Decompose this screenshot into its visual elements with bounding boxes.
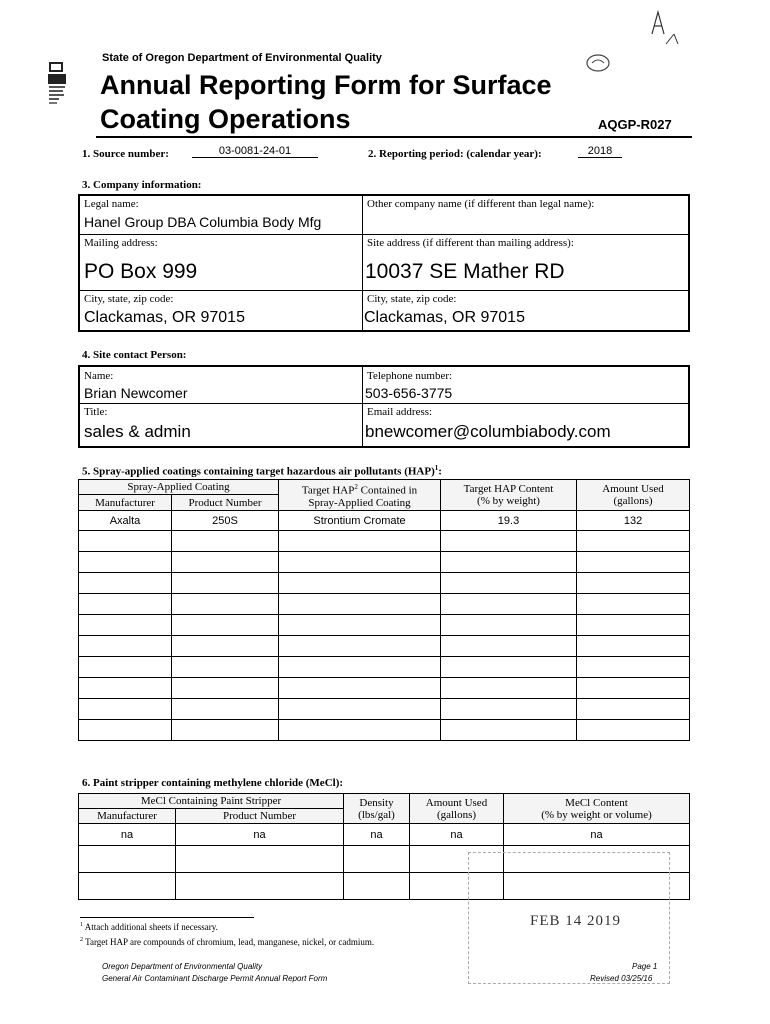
spray-coatings-cell[interactable] xyxy=(79,573,172,594)
spray-coatings-row xyxy=(79,531,690,552)
mailing-address-label: Mailing address: xyxy=(84,237,158,249)
spray-coatings-row xyxy=(79,720,690,741)
spray-coatings-cell[interactable] xyxy=(79,531,172,552)
spray-coatings-cell[interactable] xyxy=(279,552,441,573)
spray-coatings-cell[interactable] xyxy=(79,552,172,573)
site-address-value[interactable]: 10037 SE Mather RD xyxy=(365,260,565,283)
spray-coatings-cell[interactable] xyxy=(172,573,279,594)
spray-coatings-cell[interactable] xyxy=(441,636,577,657)
mecl-amount-header-l1: Amount Used xyxy=(425,796,488,809)
footnote-2 xyxy=(80,937,374,947)
spray-coatings-cell[interactable] xyxy=(279,720,441,741)
paint-stripper-cell[interactable] xyxy=(176,846,344,873)
spray-coatings-cell[interactable] xyxy=(441,657,577,678)
spray-coatings-cell[interactable] xyxy=(441,699,577,720)
spray-coatings-cell[interactable] xyxy=(172,678,279,699)
handwritten-initials xyxy=(644,4,684,48)
spray-coatings-row xyxy=(79,552,690,573)
company-divider-v xyxy=(362,196,363,330)
spray-coatings-row xyxy=(79,511,690,531)
footer-form-name: General Air Contaminant Discharge Permit Annual Report Form xyxy=(102,974,328,983)
spray-coatings-cell[interactable] xyxy=(577,699,690,720)
contact-title-value[interactable]: sales & admin xyxy=(84,422,191,441)
mecl-content-header xyxy=(504,794,690,824)
amount-used-header-l1: Amount Used xyxy=(602,483,664,495)
spray-coatings-cell[interactable] xyxy=(441,573,577,594)
mecl-content-header-l1: MeCl Content xyxy=(565,796,628,809)
footnote-2-text: Target HAP are compounds of chromium, lead, manganese, nickel, or cadmium. xyxy=(83,937,375,947)
mecl-content-header-l2: (% by weight or volume) xyxy=(541,808,652,821)
hap-content-header xyxy=(441,480,577,511)
paint-stripper-heading: 6. Paint stripper containing methylene chloride (MeCl): xyxy=(82,777,344,789)
spray-coatings-cell[interactable] xyxy=(172,615,279,636)
spray-coatings-heading-colon: : xyxy=(438,465,442,478)
hap-content-header-l1: Target HAP Content xyxy=(463,483,554,495)
city-state-zip-right[interactable]: Clackamas, OR 97015 xyxy=(364,309,525,326)
received-stamp-date: FEB 14 2019 xyxy=(530,913,622,929)
spray-coatings-cell[interactable] xyxy=(279,636,441,657)
spray-coatings-cell[interactable] xyxy=(577,573,690,594)
spray-coatings-cell[interactable]: Axalta xyxy=(79,511,172,531)
footnote-1-text: Attach additional sheets if necessary. xyxy=(83,922,218,932)
hap-content-header-l2: (% by weight) xyxy=(477,495,540,507)
spray-coatings-heading-text: 5. Spray-applied coatings containing target hazardous air pollutants (HAP) xyxy=(82,465,435,478)
spray-coatings-cell[interactable] xyxy=(279,615,441,636)
paint-stripper-cell[interactable] xyxy=(79,846,176,873)
spray-coatings-cell[interactable] xyxy=(577,552,690,573)
density-header xyxy=(344,794,410,824)
form-title-line1: Annual Reporting Form for Surface xyxy=(100,70,552,100)
email-value[interactable]: bnewcomer@columbiabody.com xyxy=(365,422,611,441)
footnote-1 xyxy=(80,922,218,932)
footnote-ref-2: 2 xyxy=(354,483,358,492)
target-hap-header-l2: Spray-Applied Coating xyxy=(308,496,411,509)
contact-name-label: Name: xyxy=(84,370,114,382)
footnote-2-num: 2 xyxy=(80,937,83,943)
site-contact-heading: 4. Site contact Person: xyxy=(82,349,187,361)
spray-coatings-cell[interactable] xyxy=(441,615,577,636)
footnote-1-num: 1 xyxy=(80,922,83,928)
footer-page: Page 1 xyxy=(632,962,658,971)
spray-coatings-cell[interactable] xyxy=(172,552,279,573)
spray-applied-coating-header: Spray-Applied Coating xyxy=(79,480,279,495)
company-divider-h1 xyxy=(80,234,688,235)
spray-coatings-cell[interactable] xyxy=(79,699,172,720)
spray-coatings-row xyxy=(79,573,690,594)
company-divider-h2 xyxy=(80,290,688,291)
density-header-l2: (lbs/gal) xyxy=(358,808,395,821)
source-number-label: 1. Source number: xyxy=(82,148,169,160)
spray-coatings-heading xyxy=(82,464,442,478)
spray-coatings-cell[interactable] xyxy=(441,594,577,615)
manufacturer-header: Manufacturer xyxy=(79,495,172,511)
other-name-label: Other company name (if different than legal name): xyxy=(367,198,595,210)
company-info-box xyxy=(78,194,690,332)
paint-stripper-row xyxy=(79,824,690,846)
email-label: Email address: xyxy=(367,406,433,418)
target-hap-header-l1: Target HAP xyxy=(301,484,355,497)
spray-coatings-row xyxy=(79,678,690,699)
spray-coatings-cell[interactable] xyxy=(441,531,577,552)
legal-name-value[interactable]: Hanel Group DBA Columbia Body Mfg xyxy=(84,214,322,230)
footnote-rule xyxy=(80,917,254,918)
spray-coatings-cell[interactable] xyxy=(172,699,279,720)
agency-name: State of Oregon Department of Environmental Quality xyxy=(102,52,382,64)
spray-coatings-cell[interactable] xyxy=(577,678,690,699)
contact-name-value[interactable]: Brian Newcomer xyxy=(84,385,188,401)
spray-coatings-table xyxy=(78,479,690,741)
spray-coatings-cell[interactable]: 132 xyxy=(577,511,690,531)
paint-stripper-cell[interactable] xyxy=(176,873,344,900)
footer-revised: Revised 03/25/16 xyxy=(590,974,653,983)
header-rule xyxy=(96,136,692,138)
spray-coatings-cell[interactable] xyxy=(79,615,172,636)
deq-logo xyxy=(47,62,67,108)
spray-coatings-row xyxy=(79,615,690,636)
paint-stripper-cell[interactable]: na xyxy=(504,824,690,846)
spray-coatings-cell[interactable] xyxy=(79,678,172,699)
spray-coatings-cell[interactable] xyxy=(441,720,577,741)
product-number-header: Product Number xyxy=(172,495,279,511)
paint-stripper-cell[interactable] xyxy=(344,846,410,873)
spray-coatings-cell[interactable] xyxy=(279,531,441,552)
stamp-seal-mark xyxy=(584,52,612,74)
paint-stripper-cell[interactable] xyxy=(344,873,410,900)
mecl-stripper-header: MeCl Containing Paint Stripper xyxy=(79,794,344,809)
mecl-product-header: Product Number xyxy=(176,809,344,824)
spray-coatings-row xyxy=(79,636,690,657)
spray-coatings-cell[interactable] xyxy=(172,636,279,657)
spray-coatings-cell[interactable]: 250S xyxy=(172,511,279,531)
paint-stripper-cell[interactable]: na xyxy=(79,824,176,846)
density-header-l1: Density xyxy=(359,796,394,809)
contact-divider-v xyxy=(362,367,363,446)
spray-coatings-cell[interactable] xyxy=(172,657,279,678)
spray-coatings-row xyxy=(79,699,690,720)
paint-stripper-cell[interactable]: na xyxy=(410,824,504,846)
form-title-line2: Coating Operations xyxy=(100,104,351,134)
paint-stripper-cell[interactable]: na xyxy=(176,824,344,846)
spray-coatings-cell[interactable] xyxy=(172,594,279,615)
spray-coatings-cell[interactable] xyxy=(79,636,172,657)
telephone-label: Telephone number: xyxy=(367,370,453,382)
reporting-period-label: 2. Reporting period: (calendar year): xyxy=(368,148,542,160)
legal-name-label: Legal name: xyxy=(84,198,139,210)
footnote-ref-1: 1 xyxy=(434,464,439,472)
spray-coatings-cell[interactable] xyxy=(79,720,172,741)
site-address-label: Site address (if different than mailing address): xyxy=(367,237,574,249)
spray-coatings-cell[interactable] xyxy=(577,531,690,552)
spray-coatings-cell[interactable] xyxy=(441,678,577,699)
site-contact-box xyxy=(78,365,690,448)
amount-used-header-l2: (gallons) xyxy=(613,495,653,507)
source-number-field[interactable]: 03-0081-24-01 xyxy=(192,145,318,158)
telephone-value[interactable]: 503-656-3775 xyxy=(365,385,453,401)
spray-coatings-cell[interactable] xyxy=(279,699,441,720)
spray-coatings-cell[interactable]: Strontium Cromate xyxy=(279,511,441,531)
spray-coatings-cell[interactable] xyxy=(279,678,441,699)
reporting-period-field[interactable]: 2018 xyxy=(578,145,622,158)
spray-coatings-cell[interactable] xyxy=(577,720,690,741)
company-info-heading: 3. Company information: xyxy=(82,179,202,191)
spray-coatings-cell[interactable] xyxy=(79,594,172,615)
spray-coatings-cell[interactable] xyxy=(279,594,441,615)
spray-coatings-cell[interactable] xyxy=(79,657,172,678)
spray-coatings-cell[interactable] xyxy=(279,657,441,678)
spray-coatings-cell[interactable] xyxy=(577,615,690,636)
amount-used-header xyxy=(577,480,690,511)
paint-stripper-cell[interactable] xyxy=(79,873,176,900)
city-state-zip-label-right: City, state, zip code: xyxy=(367,293,457,305)
spray-coatings-cell[interactable]: 19.3 xyxy=(441,511,577,531)
spray-coatings-cell[interactable] xyxy=(279,573,441,594)
target-hap-header xyxy=(279,480,441,511)
spray-coatings-row xyxy=(79,594,690,615)
paint-stripper-cell[interactable]: na xyxy=(344,824,410,846)
form-id: AQGP-R027 xyxy=(598,117,672,132)
mecl-manufacturer-header: Manufacturer xyxy=(79,809,176,824)
spray-coatings-cell[interactable] xyxy=(172,531,279,552)
mecl-amount-header xyxy=(410,794,504,824)
spray-coatings-cell[interactable] xyxy=(577,657,690,678)
spray-coatings-row xyxy=(79,657,690,678)
spray-coatings-cell[interactable] xyxy=(577,636,690,657)
spray-coatings-cell[interactable] xyxy=(172,720,279,741)
footer-agency: Oregon Department of Environmental Quality xyxy=(102,962,263,971)
mailing-address-value[interactable]: PO Box 999 xyxy=(84,260,198,283)
target-hap-header-l1b: Contained in xyxy=(357,484,418,497)
city-state-zip-left[interactable]: Clackamas, OR 97015 xyxy=(84,309,245,326)
spray-coatings-cell[interactable] xyxy=(441,552,577,573)
city-state-zip-label-left: City, state, zip code: xyxy=(84,293,174,305)
contact-divider-h xyxy=(80,403,688,404)
mecl-amount-header-l2: (gallons) xyxy=(436,808,477,821)
contact-title-label: Title: xyxy=(84,406,108,418)
spray-coatings-cell[interactable] xyxy=(577,594,690,615)
